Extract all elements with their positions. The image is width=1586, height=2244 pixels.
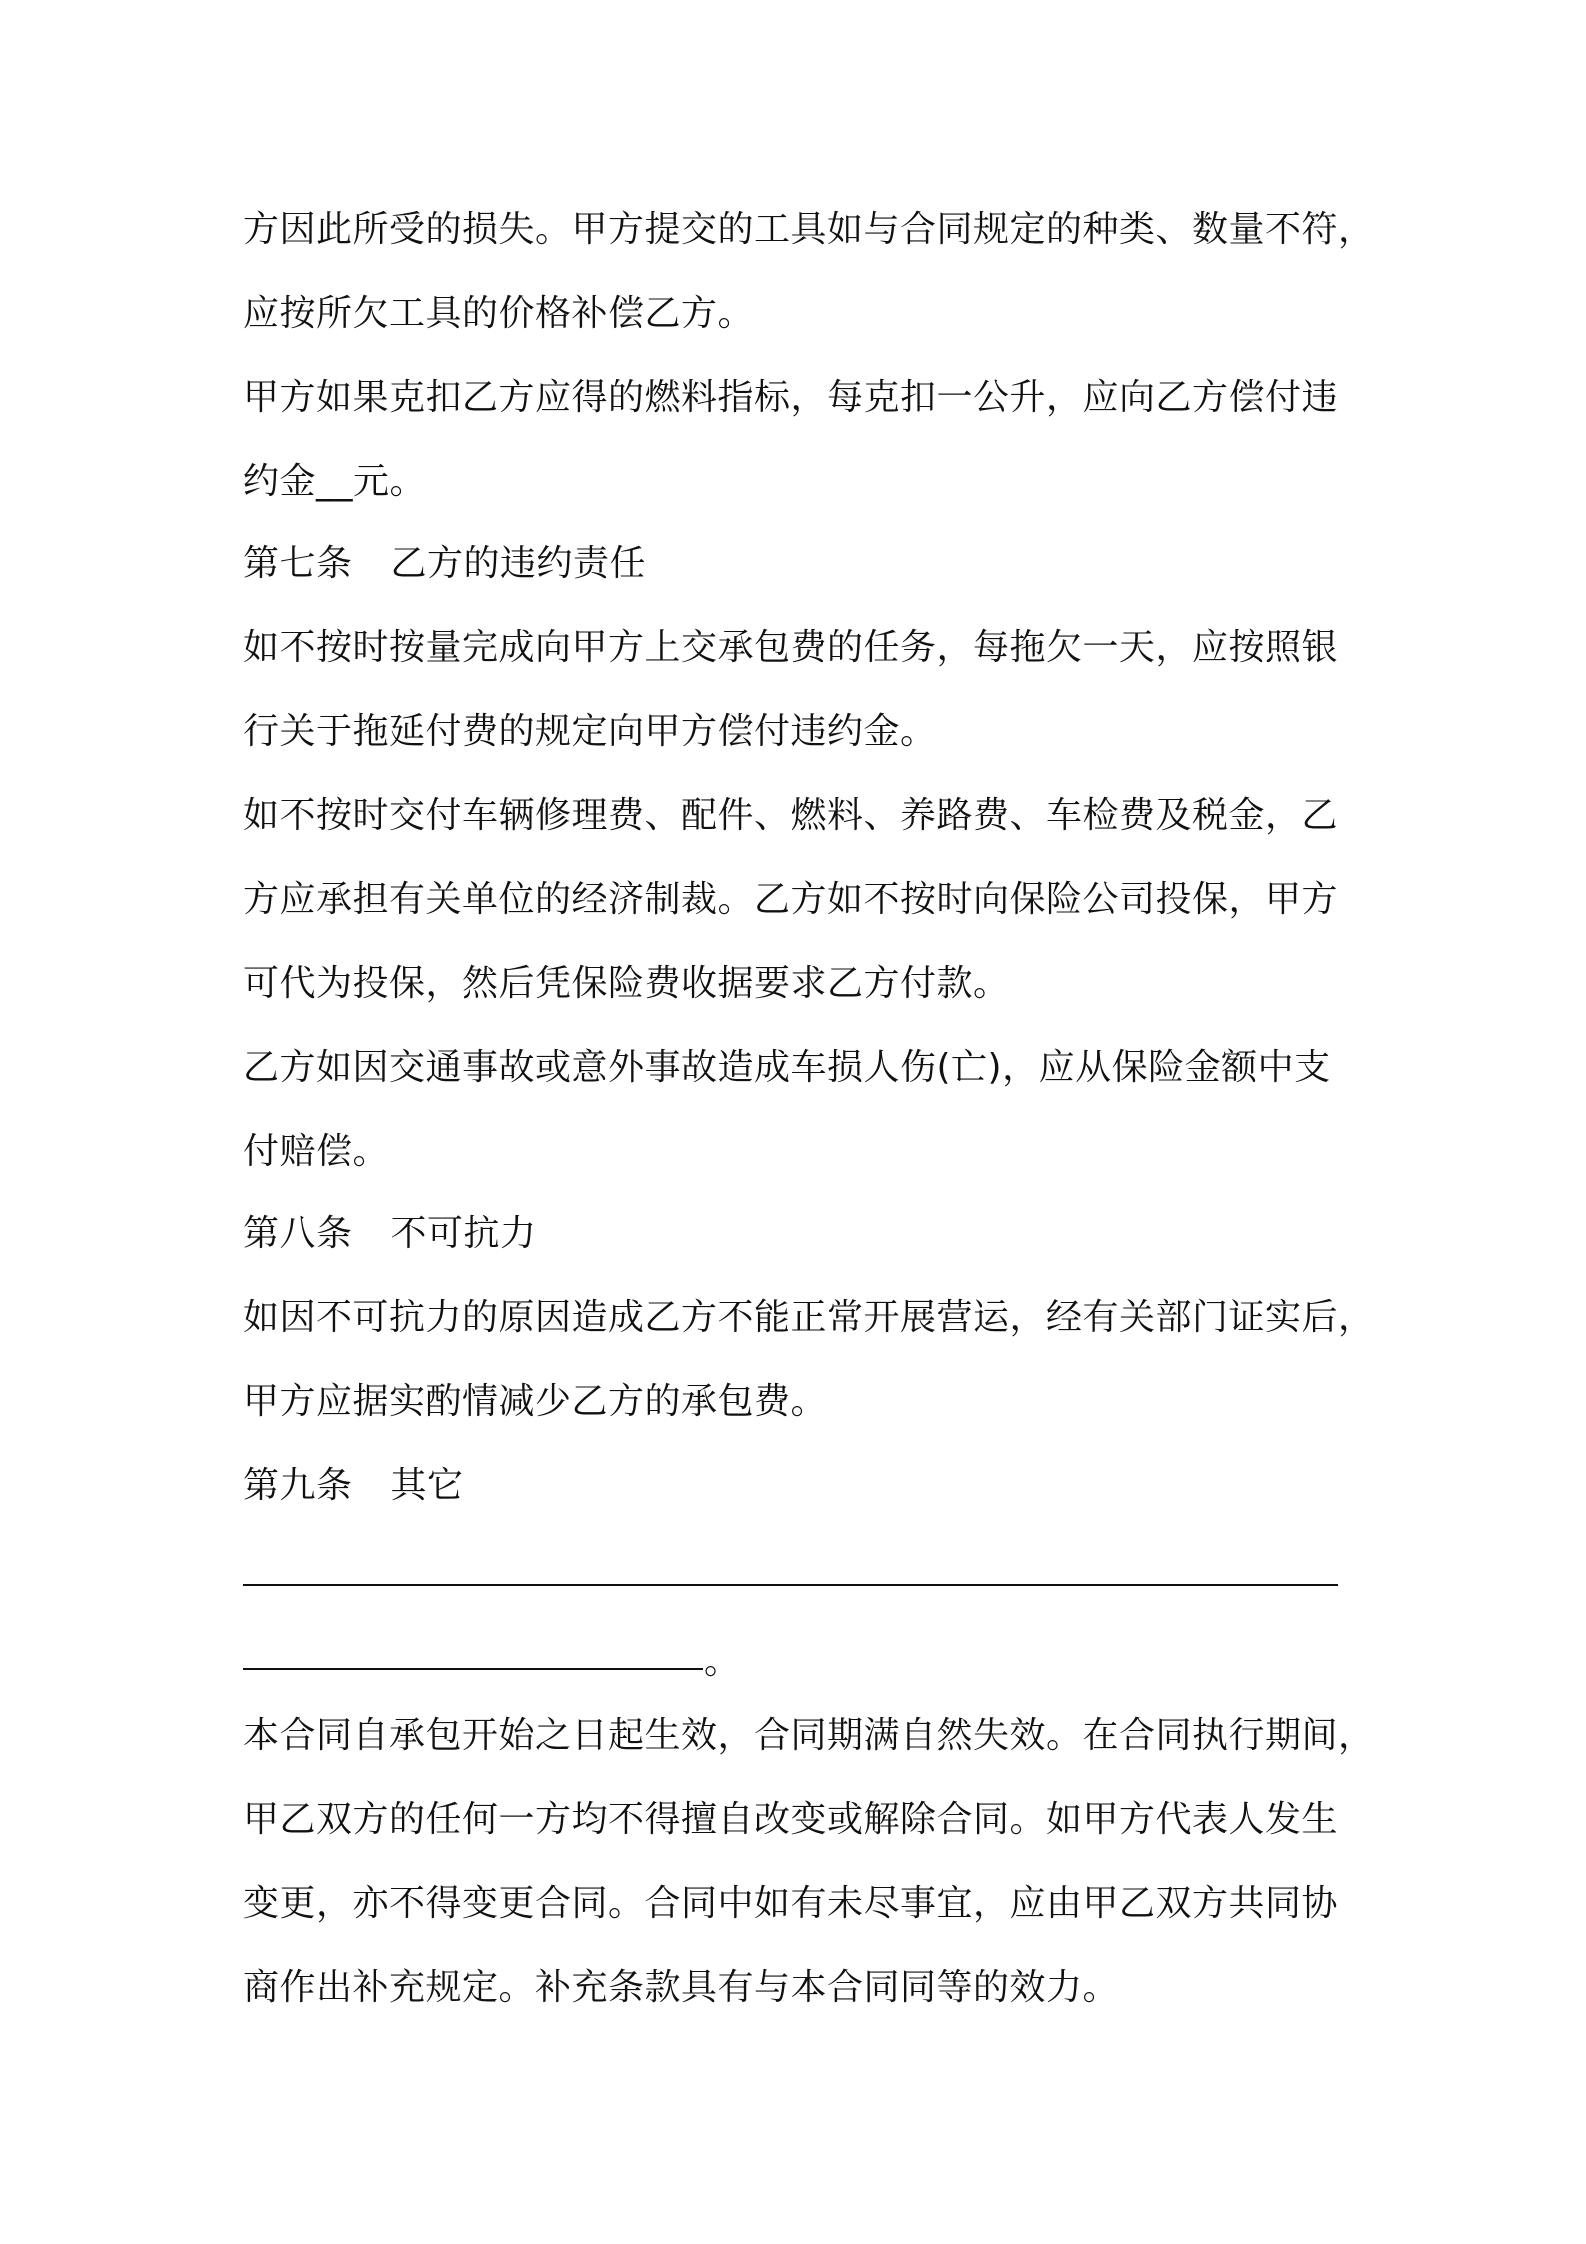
paragraph-line: 变更，亦不得变更合同。合同中如有未尽事宜，应由甲乙双方共同协 [243,1883,1339,1924]
article-heading [243,1212,1383,1256]
paragraph-line: 如不按时交付车辆修理费、配件、燃料、养路费、车检费及税金，乙 [243,795,1339,836]
article-heading [243,1464,1383,1508]
paragraph-line: 方因此所受的损失。甲方提交的工具如与合同规定的种类、数量不符， [243,209,1375,250]
paragraph-line: 应按所欠工具的价格补偿乙方。 [243,293,755,334]
paragraph-line: 付赔偿。 [243,1131,390,1172]
paragraph-line: 乙方如因交通事故或意外事故造成车损人伤(亡)，应从保险金额中支 [243,1047,1331,1088]
article-title: 乙方的违约责任 [390,543,647,584]
article-title: 其它 [390,1465,464,1506]
fill-in-blank-line [243,1668,703,1670]
paragraph-line: 如不按时按量完成向甲方上交承包费的任务，每拖欠一天，应按照银 [243,627,1339,668]
paragraph-line: 约金__元。 [243,461,427,502]
blank-end-mark: 。 [704,1641,741,1682]
paragraph-line: 甲乙双方的任何一方均不得擅自改变或解除合同。如甲方代表人发生 [243,1799,1339,1840]
paragraph-line: 方应承担有关单位的经济制裁。乙方如不按时向保险公司投保，甲方 [243,879,1339,920]
article-number: 第八条 [243,1213,353,1254]
paragraph-line: 本合同自承包开始之日起生效，合同期满自然失效。在合同执行期间， [243,1715,1375,1756]
paragraph-line: 甲方应据实酌情减少乙方的承包费。 [243,1381,828,1422]
paragraph-line: 如因不可抗力的原因造成乙方不能正常开展营运，经有关部门证实后， [243,1297,1375,1338]
paragraph-line: 甲方如果克扣乙方应得的燃料指标，每克扣一公升，应向乙方偿付违 [243,377,1339,418]
article-heading [243,542,1383,586]
paragraph-line: 商作出补充规定。补充条款具有与本合同同等的效力。 [243,1967,1120,2008]
fill-in-blank-line [243,1584,1338,1586]
article-number: 第七条 [243,543,353,584]
article-title: 不可抗力 [390,1213,537,1254]
paragraph-line: 可代为投保，然后凭保险费收据要求乙方付款。 [243,963,1010,1004]
article-number: 第九条 [243,1465,353,1506]
paragraph-line: 行关于拖延付费的规定向甲方偿付违约金。 [243,711,937,752]
